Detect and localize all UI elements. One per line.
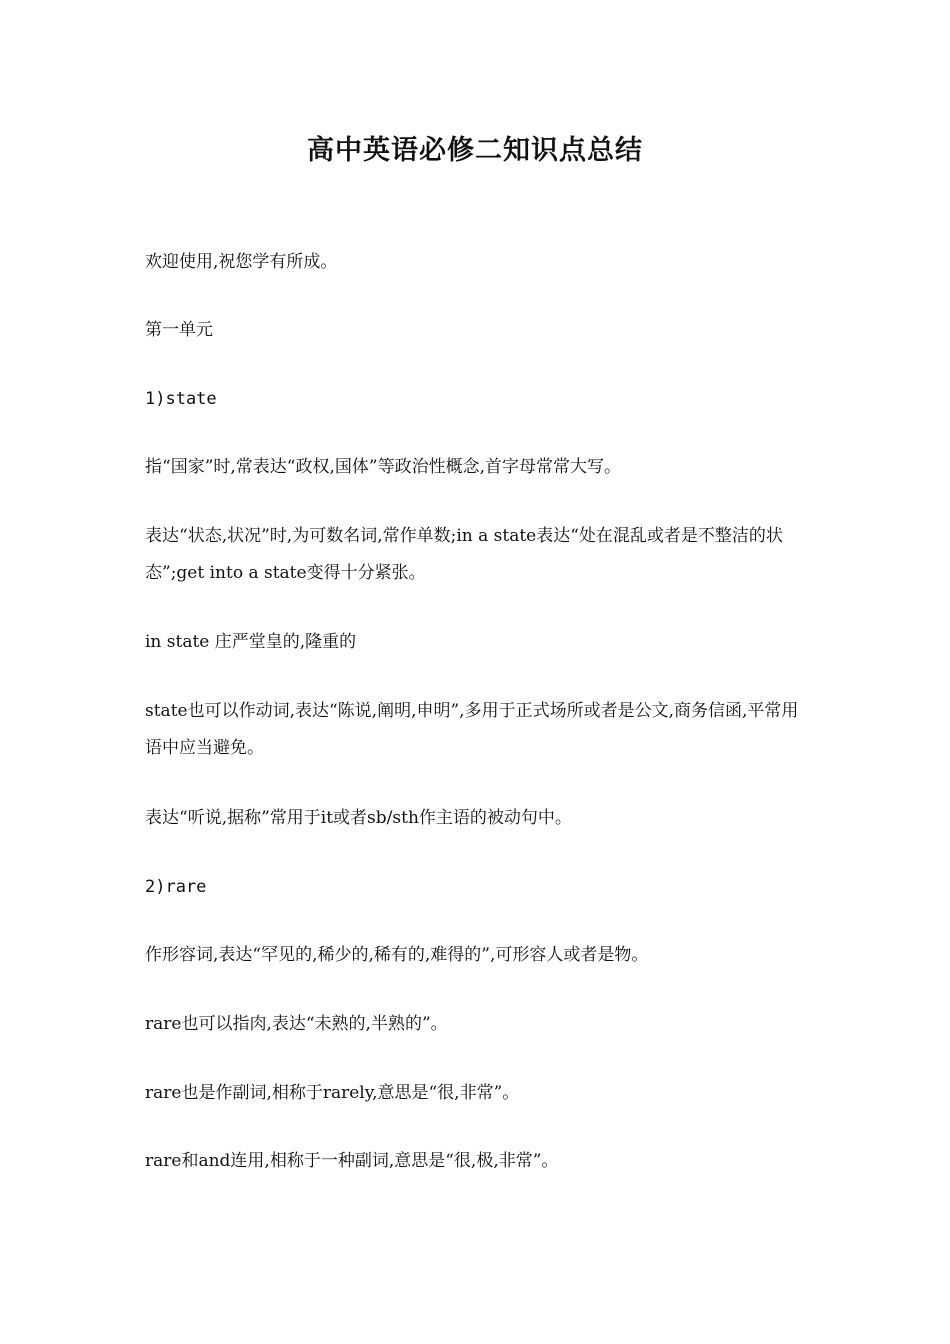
- paragraph: state也可以作动词,表达“陈说,阐明,申明”,多用于正式场所或者是公文,商务信函,平常用语中应当避免。: [145, 701, 799, 758]
- paragraph-greeting: 欢迎使用,祝您学有所成。: [145, 252, 338, 272]
- paragraph: 表达“状态,状况”时,为可数名词,常作单数;in a state表达“处在混乱或者是不整洁的状态”;get into a state变得十分紧张。: [145, 526, 783, 583]
- document-title: 高中英语必修二知识点总结: [307, 135, 643, 166]
- paragraph: 表达“听说,据称”常用于it或者sb/sth作主语的被动句中。: [145, 808, 572, 828]
- paragraph: 作形容词,表达“罕见的,稀少的,稀有的,难得的”,可形容人或者是物。: [145, 945, 649, 965]
- paragraph: rare和and连用,相称于一种副词,意思是“很,极,非常”。: [145, 1151, 559, 1171]
- paragraph: 指“国家”时,常表达“政权,国体”等政治性概念,首字母常常大写。: [145, 457, 621, 477]
- paragraph: rare也是作副词,相称于rarely,意思是“很,非常”。: [145, 1083, 520, 1103]
- vocab-heading-rare: 2)rare: [145, 877, 207, 897]
- section-heading-unit-1: 第一单元: [145, 320, 213, 340]
- paragraph: rare也可以指肉,表达“未熟的,半熟的”。: [145, 1014, 448, 1034]
- vocab-heading-state: 1)state: [145, 389, 217, 409]
- paragraph: in state 庄严堂皇的,隆重的: [145, 632, 357, 652]
